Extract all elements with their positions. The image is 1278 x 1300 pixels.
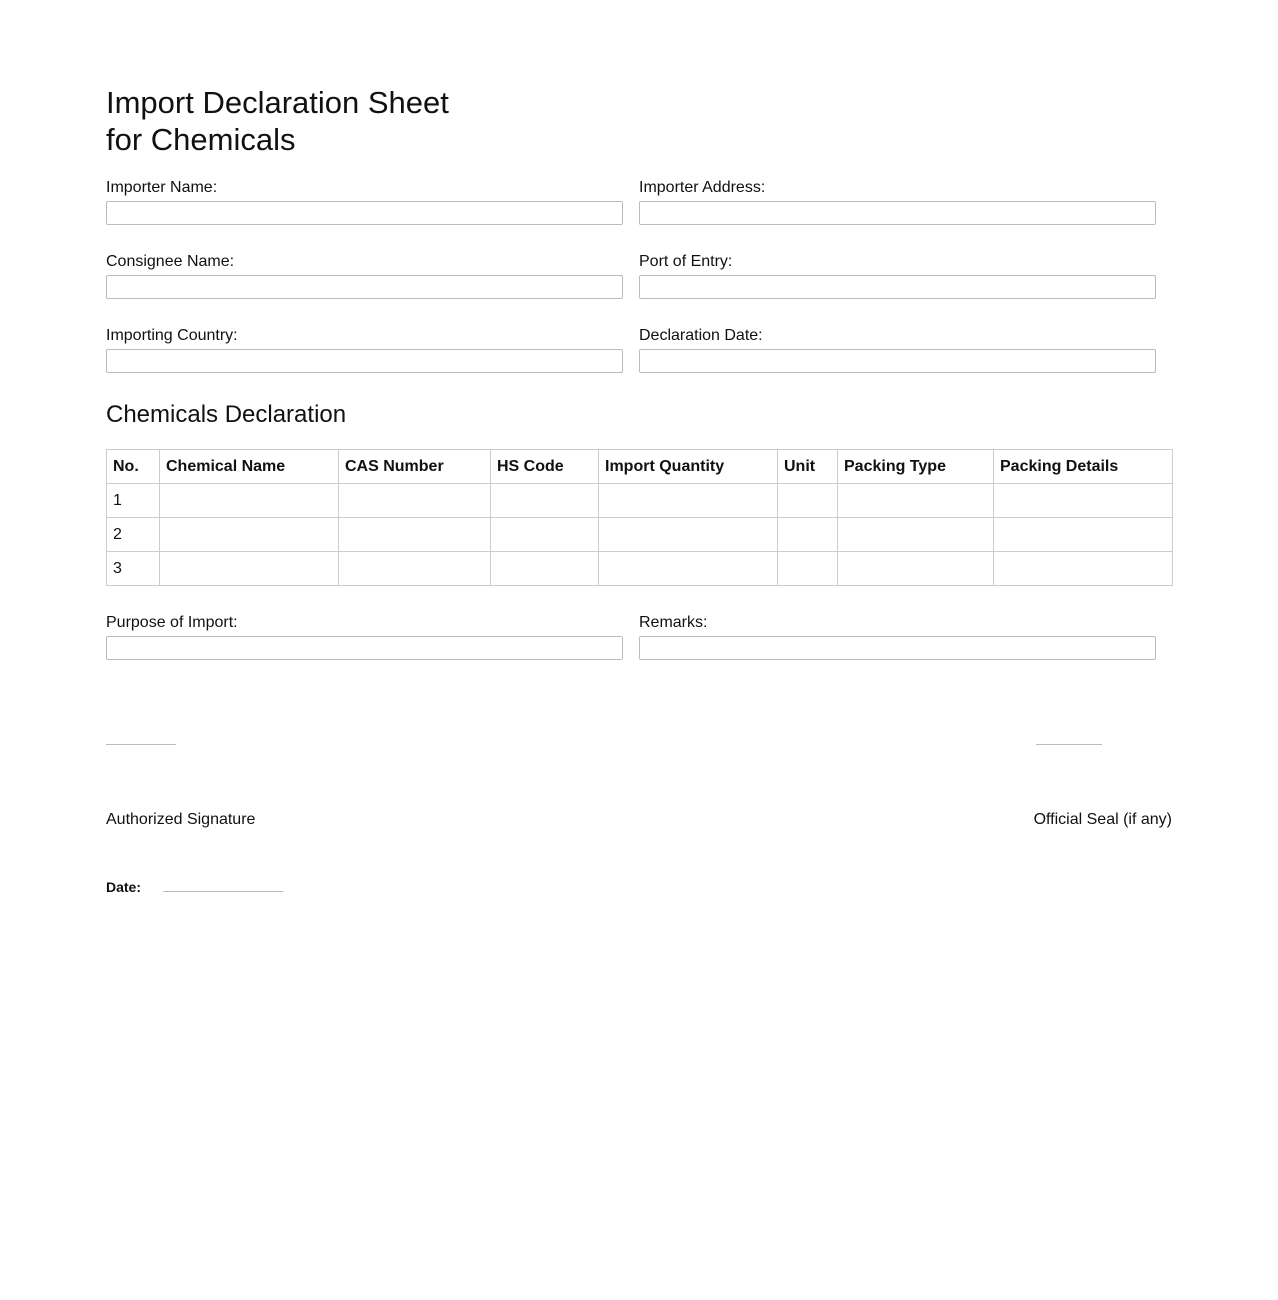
importing-country-input[interactable] bbox=[106, 349, 623, 373]
table-row bbox=[107, 518, 1173, 552]
table-cell[interactable] bbox=[994, 484, 1173, 518]
table-cell[interactable] bbox=[838, 518, 994, 552]
importer-name-input[interactable] bbox=[106, 201, 623, 225]
importer-name-label: Importer Name: bbox=[106, 179, 218, 196]
remarks-input[interactable] bbox=[639, 636, 1156, 660]
purpose-of-import-input[interactable] bbox=[106, 636, 623, 660]
header-packing-type: Packing Type bbox=[838, 450, 994, 484]
header-no: No. bbox=[107, 450, 160, 484]
section-title: Chemicals Declaration bbox=[106, 401, 347, 428]
table-cell[interactable] bbox=[339, 552, 491, 586]
table-cell[interactable] bbox=[778, 484, 838, 518]
title-line-1: Import Declaration Sheet bbox=[106, 85, 449, 120]
table-cell[interactable] bbox=[599, 552, 778, 586]
chemicals-table bbox=[106, 449, 1173, 586]
importer-address-input[interactable] bbox=[639, 201, 1156, 225]
table-cell[interactable] bbox=[778, 518, 838, 552]
declaration-date-label: Declaration Date: bbox=[639, 327, 763, 344]
date-label: Date: bbox=[106, 879, 142, 895]
declaration-date-input[interactable] bbox=[639, 349, 1156, 373]
importer-address-label: Importer Address: bbox=[639, 179, 766, 196]
table-cell[interactable] bbox=[599, 518, 778, 552]
port-of-entry-label: Port of Entry: bbox=[639, 253, 733, 270]
table-cell[interactable] bbox=[160, 518, 339, 552]
table-cell[interactable] bbox=[339, 484, 491, 518]
signature-line bbox=[106, 744, 176, 745]
remarks-label: Remarks: bbox=[639, 614, 708, 631]
table-cell[interactable] bbox=[491, 518, 599, 552]
header-cas-number: CAS Number bbox=[339, 450, 491, 484]
table-cell[interactable] bbox=[339, 518, 491, 552]
official-seal-label: Official Seal (if any) bbox=[1033, 811, 1172, 828]
purpose-of-import-label: Purpose of Import: bbox=[106, 614, 238, 631]
date-line bbox=[163, 891, 283, 892]
table-row bbox=[107, 484, 1173, 518]
header-import-quantity: Import Quantity bbox=[599, 450, 778, 484]
header-packing-details: Packing Details bbox=[994, 450, 1173, 484]
importing-country-label: Importing Country: bbox=[106, 327, 238, 344]
table-cell[interactable] bbox=[160, 484, 339, 518]
consignee-name-label: Consignee Name: bbox=[106, 253, 235, 270]
table-cell[interactable] bbox=[160, 552, 339, 586]
row-number: 3 bbox=[107, 552, 160, 586]
consignee-name-input[interactable] bbox=[106, 275, 623, 299]
seal-line bbox=[1036, 744, 1102, 745]
row-number: 2 bbox=[107, 518, 160, 552]
table-row bbox=[107, 552, 1173, 586]
table-cell[interactable] bbox=[491, 484, 599, 518]
table-cell[interactable] bbox=[838, 484, 994, 518]
table-cell[interactable] bbox=[778, 552, 838, 586]
table-cell[interactable] bbox=[599, 484, 778, 518]
row-number: 1 bbox=[107, 484, 160, 518]
title-line-2: for Chemicals bbox=[106, 122, 296, 157]
port-of-entry-input[interactable] bbox=[639, 275, 1156, 299]
page-title bbox=[106, 84, 449, 158]
table-cell[interactable] bbox=[838, 552, 994, 586]
table-cell[interactable] bbox=[994, 552, 1173, 586]
table-header-row bbox=[107, 450, 1173, 484]
authorized-signature-label: Authorized Signature bbox=[106, 811, 256, 828]
table-cell[interactable] bbox=[994, 518, 1173, 552]
header-chemical-name: Chemical Name bbox=[160, 450, 339, 484]
table-cell[interactable] bbox=[491, 552, 599, 586]
header-hs-code: HS Code bbox=[491, 450, 599, 484]
header-unit: Unit bbox=[778, 450, 838, 484]
